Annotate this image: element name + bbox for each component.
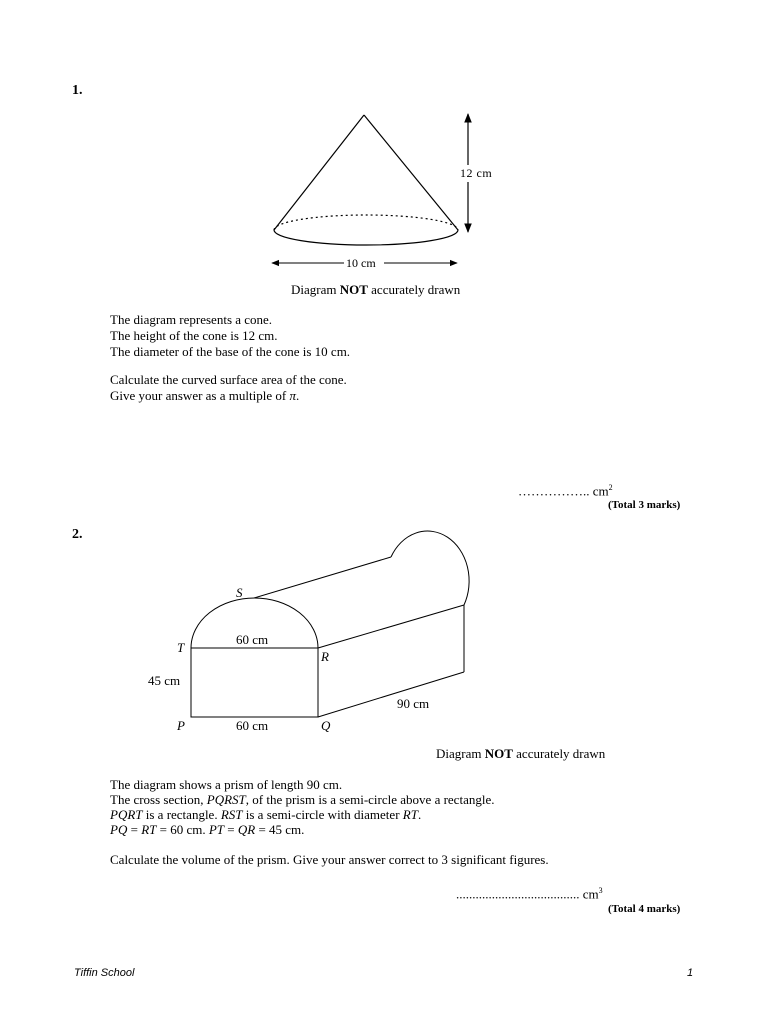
cone-diameter-label: 10 cm xyxy=(346,256,376,270)
vertex-label-s: S xyxy=(236,585,243,600)
question-1-number: 1. xyxy=(72,83,83,98)
cone-diagram xyxy=(0,0,768,300)
q1-diagram-caption: Diagram NOT accurately drawn xyxy=(291,282,461,297)
q2-total-marks: (Total 4 marks) xyxy=(608,903,681,915)
cone-shape xyxy=(274,115,458,245)
top-width-label: 60 cm xyxy=(236,632,269,647)
prism-rectangle-face xyxy=(191,648,318,717)
vertex-label-q: Q xyxy=(321,718,331,733)
prism-top-edge xyxy=(254,557,391,598)
bottom-width-label: 60 cm xyxy=(236,718,269,733)
cone-height-label: 12 cm xyxy=(460,166,493,180)
prism-middle-edge xyxy=(318,605,464,648)
vertex-label-p: P xyxy=(177,718,185,733)
question-2-number: 2. xyxy=(72,527,83,542)
q1-answer-line: …………….. $cm^2$ xyxy=(518,483,613,499)
prism-back-semicircle xyxy=(391,531,469,605)
height-label: 45 cm xyxy=(148,673,181,688)
q1-task: Calculate the curved surface area of the cone. Give your answer as a multiple of π. xyxy=(110,372,347,403)
footer-school-name: Tiffin School xyxy=(74,967,135,979)
q2-answer-line: ...................................... $cm^3$ xyxy=(456,886,603,902)
q2-description: The diagram shows a prism of length 90 cm. The cross section, PQRST, of the prism is a semi-circle above a rectangle. PQRT is a rectangle. RST is a semi-circle with diameter RT. PQ = RT = 60 cm. PT = QR = 45 cm. xyxy=(110,777,495,837)
prism-diagram xyxy=(0,550,768,750)
length-label: 90 cm xyxy=(397,696,430,711)
vertex-label-t: T xyxy=(177,640,185,655)
q2-diagram-caption: Diagram NOT accurately drawn xyxy=(436,746,606,761)
footer-page-number: 1 xyxy=(687,967,694,979)
q1-total-marks: (Total 3 marks) xyxy=(608,499,681,511)
q1-description: The diagram represents a cone. The height of the cone is 12 cm. The diameter of the base of the cone is 10 cm. xyxy=(110,312,351,359)
prism-bottom-edge xyxy=(318,672,464,717)
q2-task: Calculate the volume of the prism. Give your answer correct to 3 significant figures. xyxy=(110,852,549,867)
vertex-label-r: R xyxy=(321,649,329,664)
